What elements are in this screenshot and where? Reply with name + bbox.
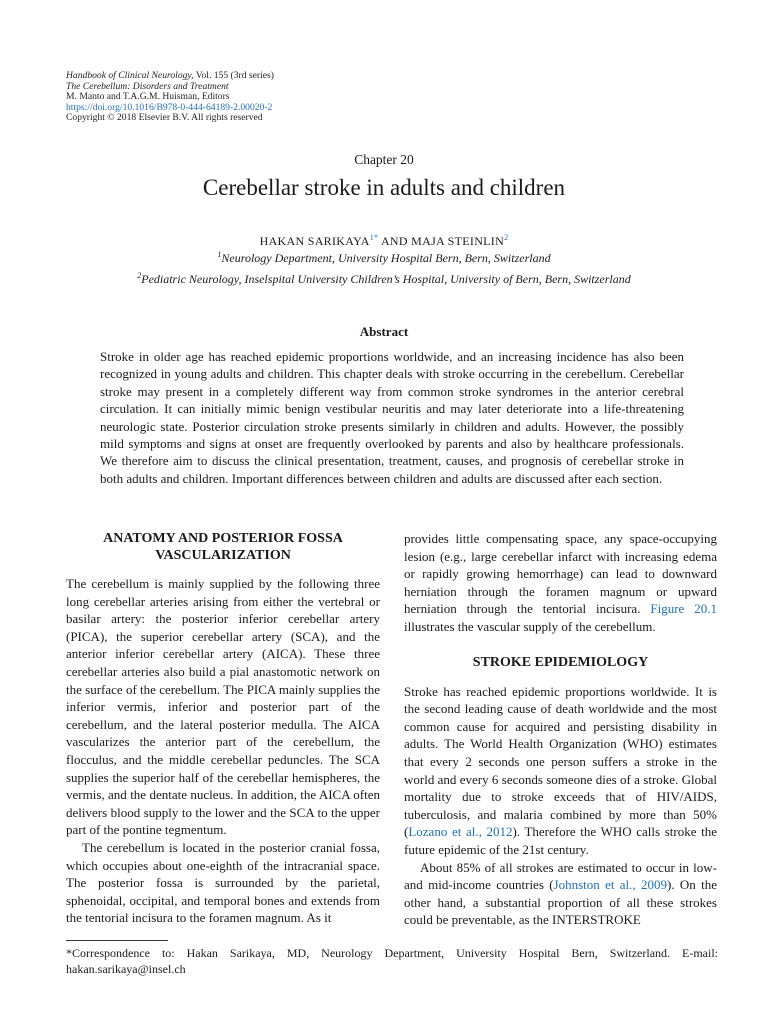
footnote-divider [66, 940, 168, 941]
book-title: The Cerebellum: Disorders and Treatment [66, 80, 229, 92]
abstract-heading: Abstract [359, 324, 409, 339]
author-1: HAKAN SARIKAYA [259, 234, 370, 248]
citation-johnston-link[interactable]: Johnston et al., 2009 [553, 877, 667, 893]
series-line [66, 71, 274, 82]
affiliation-2: $^2$Pediatric Neurology, Inselspital University Children’s Hospital, University of Bern, Bern, Switzerland [137, 271, 631, 286]
editors: M. Manto and T.A.G.M. Huisman, Editors [66, 91, 230, 102]
paragraph: The cerebellum is mainly supplied by the following three long cerebellar arteries arising from either the vertebral or basilar artery: the posterior inferior cerebellar artery (PICA), the superior cerebellar artery (SCA), and the anterior inferior cerebellar artery (AICA). These three cerebellar arteries also build a pial anastomotic network on the surface of the cerebellum. The PICA mainly supplies the inferior vermis, inferior and posterior part of the cerebellum, and the lateral posterior medulla. The AICA vascularizes the anterior part of the cerebellum, the flocculus, and the middle cerebellar peduncles. The SCA supplies the superior half of the cerebellar hemispheres, the vermis, and the dentate nucleus. In addition, the AICA often delivers blood supply to the lower and the SCA to the upper part of the pontine tegmentum. [66, 576, 380, 838]
book-header [66, 71, 274, 124]
author-2-affiliation-link[interactable]: 2 [504, 233, 509, 242]
paragraph: The cerebellum is located in the posterior cranial fossa, which occupies about one-eighth of the intracranial space. The posterior fossa is surrounded by the parietal, sphenoidal, occipital, and temporal bones and extends from the tentorial incisura to the foramen magnum. As it [66, 839, 380, 926]
doi-link[interactable]: https://doi.org/10.1016/B978-0-444-64189-2.00020-2 [66, 101, 273, 113]
paragraph: Stroke has reached epidemic proportions worldwide. It is the second leading cause of death worldwide and the most common cause for acquired and persisting disability in adults. The World Health Organization (WHO) estimates that every 2 seconds one person suffers a stroke in the world and every 6 seconds someone dies of a stroke. Global mortality due to stroke exceeds that of HIV/AIDS, tuberculosis, and malaria combined by more than 50% (Lozano et al., 2012). Therefore the WHO calls stroke the future epidemic of the 21st century. [404, 683, 717, 857]
author-1-affiliation-link[interactable]: 1* [369, 233, 379, 242]
series-volume: Vol. 155 (3rd series) [193, 70, 274, 81]
right-column [404, 530, 717, 929]
author-2: AND MAJA STEINLIN [378, 234, 505, 248]
paragraph: provides little compensating space, any space-occupying lesion (e.g., large cerebellar infarct with increasing edema or rapidly growing hemorrhage) can lead to downward herniation through the foramen magnum or upward herniation through the tentorial incisura. Figure 20.1 illustrates the vascular supply of the cerebellum. [404, 531, 717, 634]
abstract-text: Stroke in older age has reached epidemic proportions worldwide, and an increasing incidence has also been recognized in young adults and children. This chapter deals with stroke occurring in the cerebellum. Cerebellar stroke may present in a completely different way from common stroke syndromes in the anterior cerebral circulation. It can initially mimic benign vestibular neuritis and may later deteriorate into a life-threatening neurologic state. Posterior circulation stroke presents similarly in children and adults. However, the possibly mild symptoms and signs at onset are frequently overlooked by parents and also by healthcare professionals. We therefore aim to discuss the clinical presentation, treatment, causes, and prognosis of cerebellar stroke in both adults and children. Important differences between children and adults are discussed after each section. [100, 349, 684, 486]
section-heading-anatomy: ANATOMY AND POSTERIOR FOSSA VASCULARIZATION [103, 531, 343, 563]
section-heading-epidemiology: STROKE EPIDEMIOLOGY [472, 654, 649, 670]
paragraph: About 85% of all strokes are estimated to occur in low- and mid-income countries (Johnston et al., 2009). On the other hand, a substantial proportion of all these strokes could be preventable, as the INTERSTROKE [404, 859, 717, 928]
affiliation-1: $^1$Neurology Department, University Hospital Bern, Bern, Switzerland [217, 250, 551, 265]
series-title: Handbook of Clinical Neurology, [66, 70, 194, 81]
chapter-title: Cerebellar stroke in adults and children [202, 175, 566, 200]
citation-lozano-link[interactable]: Lozano et al., 2012 [408, 824, 513, 840]
left-column [66, 530, 380, 927]
author-line [0, 234, 768, 249]
correspondence-footnote: *Correspondence to: Hakan Sarikaya, MD, Neurology Department, University Hospital Bern, Switzerland. E-mail: hakan.sarikaya@insel.ch [66, 946, 718, 976]
chapter-number: Chapter 20 [354, 152, 414, 167]
figure-20-1-link[interactable]: Figure 20.1 [650, 601, 717, 617]
copyright: Copyright © 2018 Elsevier B.V. All rights reserved [66, 112, 263, 123]
